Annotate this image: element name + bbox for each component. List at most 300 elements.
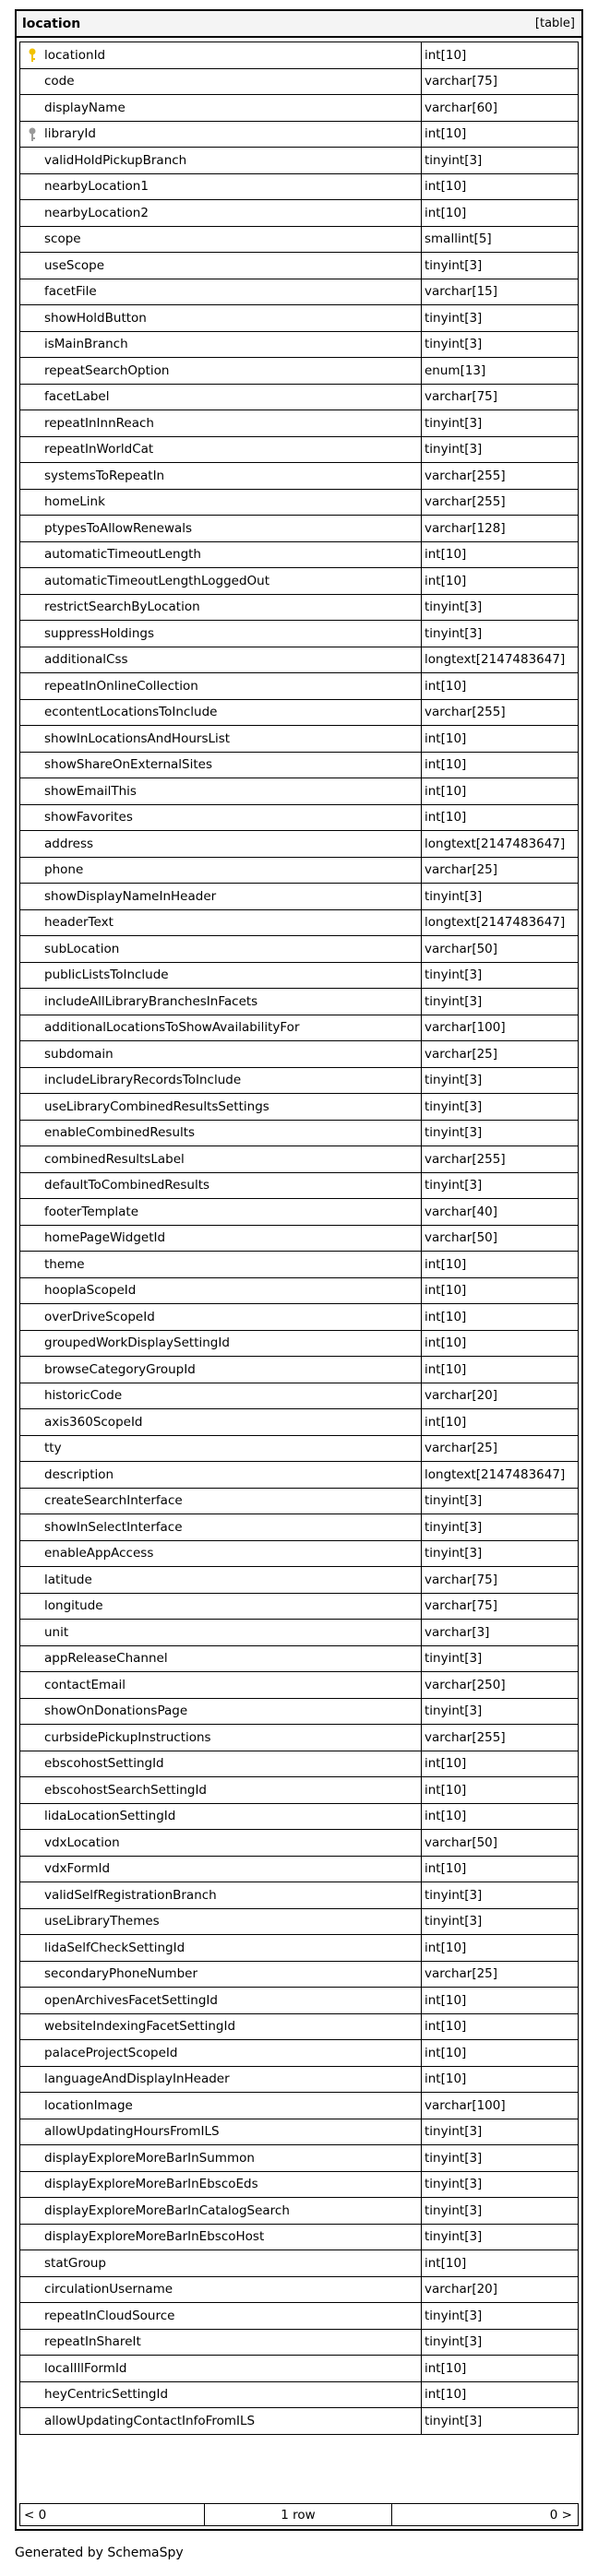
column-name-cell [20, 1383, 422, 1409]
table-row [19, 778, 579, 805]
table-row [19, 1646, 579, 1673]
table-row [19, 910, 579, 937]
table-row [19, 963, 579, 990]
column-name-cell [20, 1462, 422, 1488]
table-row [19, 174, 579, 201]
column-name: showEmailThis [44, 783, 137, 799]
column-name: latitude [44, 1572, 92, 1587]
table-row [19, 2330, 579, 2356]
column-name-cell [20, 1331, 422, 1357]
column-type: varchar[255] [425, 1151, 506, 1167]
column-name: isMainBranch [44, 337, 128, 352]
column-name: validSelfRegistrationBranch [44, 1887, 217, 1903]
column-type: varchar[250] [425, 1677, 506, 1692]
column-name-cell [20, 2014, 422, 2040]
table-row [19, 2093, 579, 2119]
column-name: restrictSearchByLocation [44, 599, 200, 615]
table-row [19, 279, 579, 306]
column-name: secondaryPhoneNumber [44, 1966, 198, 1982]
column-type: int[10] [425, 678, 467, 694]
table-row [19, 1857, 579, 1883]
column-name-cell [20, 1962, 422, 1988]
column-name-cell [20, 332, 422, 358]
column-name-cell [20, 227, 422, 253]
column-name-cell [20, 1882, 422, 1908]
table-row [19, 1409, 579, 1436]
column-name: showFavorites [44, 810, 133, 825]
column-type: longtext[2147483647] [425, 1466, 566, 1482]
table-row [19, 568, 579, 595]
column-type: varchar[50] [425, 1834, 498, 1850]
table-row [19, 1383, 579, 1410]
column-type: tinyint[3] [425, 337, 483, 352]
column-name-cell [20, 122, 422, 148]
table-row [19, 1514, 579, 1541]
column-type: tinyint[3] [425, 1125, 483, 1141]
column-type: int[10] [425, 810, 467, 825]
column-name-cell [20, 1909, 422, 1935]
column-type: varchar[75] [425, 74, 498, 89]
column-type: int[10] [425, 1809, 467, 1824]
column-type: smallint[5] [425, 231, 492, 247]
column-type: varchar[100] [425, 2097, 506, 2113]
table-kind: [table] [534, 17, 575, 30]
column-name: includeAllLibraryBranchesInFacets [44, 993, 258, 1009]
column-name-cell [20, 1199, 422, 1225]
column-name: unit [44, 1624, 69, 1640]
column-type: tinyint[3] [425, 2229, 483, 2245]
column-name-cell [20, 437, 422, 463]
table-row [19, 69, 579, 96]
column-type: varchar[75] [425, 1572, 498, 1587]
column-type: int[10] [425, 783, 467, 799]
table-row [19, 200, 579, 227]
table-header [17, 11, 581, 38]
table-row [19, 358, 579, 385]
table-row [19, 542, 579, 569]
table-row [19, 1015, 579, 1042]
column-type: varchar[255] [425, 1729, 506, 1745]
column-name-cell [20, 1620, 422, 1645]
column-name-cell [20, 358, 422, 384]
table-row [19, 1489, 579, 1515]
column-name-cell [20, 174, 422, 200]
table-row [19, 753, 579, 779]
table-row [19, 1672, 579, 1699]
column-type: varchar[25] [425, 1966, 498, 1982]
column-type: varchar[15] [425, 284, 498, 300]
column-type: int[10] [425, 2360, 467, 2376]
table-row [19, 1988, 579, 2014]
column-type: varchar[50] [425, 941, 498, 956]
column-name: displayExploreMoreBarInSummon [44, 2150, 255, 2166]
column-name-cell [20, 2408, 422, 2434]
column-name: vdxFormId [44, 1861, 111, 1877]
table-row [19, 595, 579, 622]
table-row [19, 2408, 579, 2435]
column-name-cell [20, 1541, 422, 1567]
column-name-cell [20, 1146, 422, 1172]
column-name-cell [20, 753, 422, 778]
column-type: int[10] [425, 1256, 467, 1272]
table-row [19, 332, 579, 359]
table-row [19, 2356, 579, 2382]
column-name: localIllFormId [44, 2360, 127, 2376]
column-name-cell [20, 1489, 422, 1514]
table-row [19, 2067, 579, 2094]
column-name-cell [20, 1567, 422, 1593]
column-name-cell [20, 963, 422, 989]
next-link[interactable]: 0 > [549, 2507, 572, 2523]
column-type: int[10] [425, 573, 467, 588]
column-name-cell [20, 2119, 422, 2145]
column-name-cell [20, 42, 422, 68]
column-name: includeLibraryRecordsToInclude [44, 1073, 242, 1088]
column-name-cell [20, 1226, 422, 1252]
column-name-cell [20, 2172, 422, 2198]
table-row [19, 2119, 579, 2146]
column-name-cell [20, 2277, 422, 2303]
column-type: varchar[75] [425, 389, 498, 405]
column-type: int[10] [425, 547, 467, 563]
column-name-cell [20, 2225, 422, 2250]
row-count: 1 row [205, 2504, 392, 2525]
column-name-cell [20, 148, 422, 173]
column-name-cell [20, 778, 422, 804]
table-row [19, 1620, 579, 1646]
table-row [19, 437, 579, 464]
column-type: varchar[50] [425, 1230, 498, 1246]
column-type: int[10] [425, 2255, 467, 2271]
column-name: nearbyLocation2 [44, 205, 149, 220]
column-name: lidaSelfCheckSettingId [44, 1940, 185, 1955]
table-row [19, 1357, 579, 1383]
column-name: showShareOnExternalSites [44, 757, 212, 773]
column-type: varchar[25] [425, 862, 498, 878]
column-name: additionalLocationsToShowAvailabilityFor [44, 1020, 300, 1036]
column-type: varchar[60] [425, 100, 498, 115]
column-name: websiteIndexingFacetSettingId [44, 2019, 236, 2035]
column-name: showInSelectInterface [44, 1519, 183, 1535]
table-row [19, 989, 579, 1015]
column-name-cell [20, 542, 422, 568]
column-name-cell [20, 253, 422, 279]
column-type: tinyint[3] [425, 257, 483, 273]
column-name: allowUpdatingContactInfoFromILS [44, 2413, 256, 2428]
table-row [19, 1909, 579, 1936]
table-row [19, 385, 579, 411]
column-name: ebscohostSearchSettingId [44, 1782, 208, 1798]
column-type: tinyint[3] [425, 1546, 483, 1561]
column-name-cell [20, 2093, 422, 2119]
column-name-cell [20, 69, 422, 95]
column-name-cell [20, 858, 422, 884]
table-row [19, 95, 579, 122]
table-row [19, 516, 579, 542]
column-name-cell [20, 831, 422, 857]
column-type: varchar[3] [425, 1624, 490, 1640]
column-name-cell [20, 2145, 422, 2171]
table-row [19, 673, 579, 700]
column-name-cell [20, 1409, 422, 1435]
column-type: int[10] [425, 2045, 467, 2060]
column-type: int[10] [425, 1756, 467, 1772]
column-name-cell [20, 305, 422, 331]
column-name: displayExploreMoreBarInEbscoEds [44, 2177, 258, 2192]
column-type: tinyint[3] [425, 2202, 483, 2218]
column-name-cell [20, 1173, 422, 1199]
table-row [19, 1935, 579, 1962]
table-row [19, 831, 579, 858]
column-name: code [44, 74, 75, 89]
column-name-cell [20, 673, 422, 699]
column-name: ptypesToAllowRenewals [44, 520, 193, 536]
table-row [19, 647, 579, 674]
column-name: subLocation [44, 941, 120, 956]
column-type: tinyint[3] [425, 2413, 483, 2428]
column-name-cell [20, 1751, 422, 1777]
column-type: int[10] [425, 2071, 467, 2087]
column-name-cell [20, 410, 422, 436]
column-type: tinyint[3] [425, 625, 483, 641]
column-name: showDisplayNameInHeader [44, 888, 217, 904]
table-row [19, 1567, 579, 1594]
column-name-cell [20, 1357, 422, 1383]
column-type: varchar[128] [425, 520, 506, 536]
table-row [19, 1278, 579, 1305]
column-type: varchar[100] [425, 1020, 506, 1036]
column-name: additionalCss [44, 652, 128, 668]
column-name: publicListsToInclude [44, 967, 169, 983]
column-name: combinedResultsLabel [44, 1151, 185, 1167]
column-name: description [44, 1466, 114, 1482]
column-type: int[10] [425, 1361, 467, 1377]
column-name-cell [20, 2303, 422, 2329]
column-type: longtext[2147483647] [425, 652, 566, 668]
table-row [19, 1830, 579, 1857]
table-row [19, 1725, 579, 1751]
column-name: heyCentricSettingId [44, 2387, 169, 2403]
column-name-cell [20, 700, 422, 726]
column-name: overDriveScopeId [44, 1309, 155, 1324]
column-type: tinyint[3] [425, 1493, 483, 1509]
column-name: automaticTimeoutLength [44, 547, 201, 563]
column-name-cell [20, 1121, 422, 1146]
column-name-cell [20, 1830, 422, 1856]
column-name-cell [20, 2040, 422, 2066]
column-name: repeatInOnlineCollection [44, 678, 198, 694]
column-name: showHoldButton [44, 310, 147, 326]
column-name-cell [20, 568, 422, 594]
column-type: enum[13] [425, 362, 486, 378]
column-name: systemsToRepeatIn [44, 468, 165, 483]
column-type: int[10] [425, 205, 467, 220]
column-type: tinyint[3] [425, 1887, 483, 1903]
column-name: repeatInCloudSource [44, 2308, 175, 2323]
table-row [19, 253, 579, 279]
column-name-cell [20, 1988, 422, 2013]
table-row [19, 2198, 579, 2225]
column-type: int[10] [425, 1992, 467, 2008]
column-name: homeLink [44, 494, 105, 510]
table-row [19, 1882, 579, 1909]
column-name: enableCombinedResults [44, 1125, 196, 1141]
column-name: libraryId [44, 126, 96, 142]
column-name: showOnDonationsPage [44, 1703, 188, 1719]
column-type: varchar[75] [425, 1598, 498, 1614]
column-name-cell [20, 621, 422, 647]
column-name-cell [20, 1935, 422, 1961]
column-name-cell [20, 1252, 422, 1277]
column-name: subdomain [44, 1046, 114, 1062]
column-type: tinyint[3] [425, 1098, 483, 1114]
column-name: defaultToCombinedResults [44, 1178, 210, 1193]
table-row [19, 1199, 579, 1226]
column-type: tinyint[3] [425, 415, 483, 431]
column-type: varchar[255] [425, 705, 506, 720]
table-row [19, 884, 579, 910]
column-type: tinyint[3] [425, 2177, 483, 2192]
column-name: econtentLocationsToInclude [44, 705, 218, 720]
column-name: languageAndDisplayInHeader [44, 2071, 230, 2087]
column-name-cell [20, 463, 422, 489]
table-row [19, 2040, 579, 2067]
column-type: tinyint[3] [425, 310, 483, 326]
location-table [15, 9, 583, 2531]
column-name: homePageWidgetId [44, 1230, 166, 1246]
previous-link[interactable]: < 0 [20, 2504, 205, 2525]
column-name-cell [20, 279, 422, 305]
column-name: displayName [44, 100, 126, 115]
column-type: int[10] [425, 1861, 467, 1877]
column-name-cell [20, 95, 422, 121]
column-name: repeatInShareIt [44, 2334, 141, 2350]
column-name: curbsidePickupInstructions [44, 1729, 211, 1745]
table-row [19, 1226, 579, 1252]
column-name: browseCategoryGroupId [44, 1361, 196, 1377]
table-row [19, 1094, 579, 1121]
table-row [19, 2250, 579, 2277]
column-type: tinyint[3] [425, 1178, 483, 1193]
column-name-cell [20, 989, 422, 1015]
column-type: int[10] [425, 1309, 467, 1324]
column-name-cell [20, 1068, 422, 1094]
column-type: int[10] [425, 1335, 467, 1351]
column-name: showInLocationsAndHoursList [44, 730, 231, 746]
column-name: validHoldPickupBranch [44, 152, 187, 168]
column-name: palaceProjectScopeId [44, 2045, 178, 2060]
table-row [19, 122, 579, 148]
table-row [19, 463, 579, 490]
table-row [19, 410, 579, 437]
column-name: facetLabel [44, 389, 110, 405]
table-row [19, 1594, 579, 1620]
column-type: varchar[25] [425, 1046, 498, 1062]
column-type: int[10] [425, 730, 467, 746]
column-type: int[10] [425, 1414, 467, 1430]
column-name: useScope [44, 257, 105, 273]
table-row [19, 1252, 579, 1278]
table-row [19, 2303, 579, 2330]
column-name: scope [44, 231, 81, 247]
table-row [19, 2014, 579, 2041]
column-name-cell [20, 490, 422, 516]
column-type: tinyint[3] [425, 993, 483, 1009]
column-name: phone [44, 862, 84, 878]
column-name: tty [44, 1441, 62, 1456]
column-list [19, 42, 579, 2435]
column-name: theme [44, 1256, 85, 1272]
column-type: int[10] [425, 757, 467, 773]
column-name: locationImage [44, 2097, 133, 2113]
column-name-cell [20, 2250, 422, 2276]
column-name-cell [20, 1015, 422, 1041]
table-row [19, 1436, 579, 1463]
column-type: longtext[2147483647] [425, 915, 566, 931]
column-name: useLibraryThemes [44, 1914, 160, 1929]
column-type: int[10] [425, 1940, 467, 1955]
column-name: groupedWorkDisplaySettingId [44, 1335, 230, 1351]
column-name-cell [20, 1514, 422, 1540]
column-type: tinyint[3] [425, 599, 483, 615]
column-name: repeatSearchOption [44, 362, 170, 378]
table-row [19, 1041, 579, 1068]
table-row [19, 805, 579, 832]
column-name: headerText [44, 915, 114, 931]
column-type: tinyint[3] [425, 1651, 483, 1667]
column-name-cell [20, 1094, 422, 1120]
column-name: facetFile [44, 284, 97, 300]
table-row [19, 2277, 579, 2304]
table-row [19, 1777, 579, 1804]
column-type: varchar[20] [425, 2282, 498, 2297]
column-name: suppressHoldings [44, 625, 154, 641]
column-name: useLibraryCombinedResultsSettings [44, 1098, 269, 1114]
column-name-cell [20, 516, 422, 541]
column-name-cell [20, 1804, 422, 1830]
column-type: tinyint[3] [425, 1703, 483, 1719]
table-row [19, 700, 579, 727]
column-name: displayExploreMoreBarInEbscoHost [44, 2229, 265, 2245]
column-name-cell [20, 2382, 422, 2408]
column-type: tinyint[3] [425, 1073, 483, 1088]
column-name: automaticTimeoutLengthLoggedOut [44, 573, 270, 588]
column-type: tinyint[3] [425, 152, 483, 168]
column-type: tinyint[3] [425, 442, 483, 457]
column-name: contactEmail [44, 1677, 126, 1692]
column-name: enableAppAccess [44, 1546, 154, 1561]
column-name-cell [20, 1699, 422, 1725]
column-type: tinyint[3] [425, 888, 483, 904]
primary-key-icon [28, 48, 37, 63]
column-type: varchar[255] [425, 494, 506, 510]
column-name: appReleaseChannel [44, 1651, 168, 1667]
column-name-cell [20, 1725, 422, 1751]
column-name-cell [20, 805, 422, 831]
column-name: allowUpdatingHoursFromILS [44, 2124, 220, 2140]
column-type: tinyint[3] [425, 2308, 483, 2323]
table-row [19, 1173, 579, 1200]
column-type: varchar[40] [425, 1204, 498, 1219]
table-row [19, 1962, 579, 1988]
column-name-cell [20, 1857, 422, 1882]
table-row [19, 1304, 579, 1331]
column-name-cell [20, 884, 422, 909]
table-row [19, 490, 579, 516]
column-name: vdxLocation [44, 1834, 120, 1850]
column-name: axis360ScopeId [44, 1414, 143, 1430]
column-name-cell [20, 2198, 422, 2224]
